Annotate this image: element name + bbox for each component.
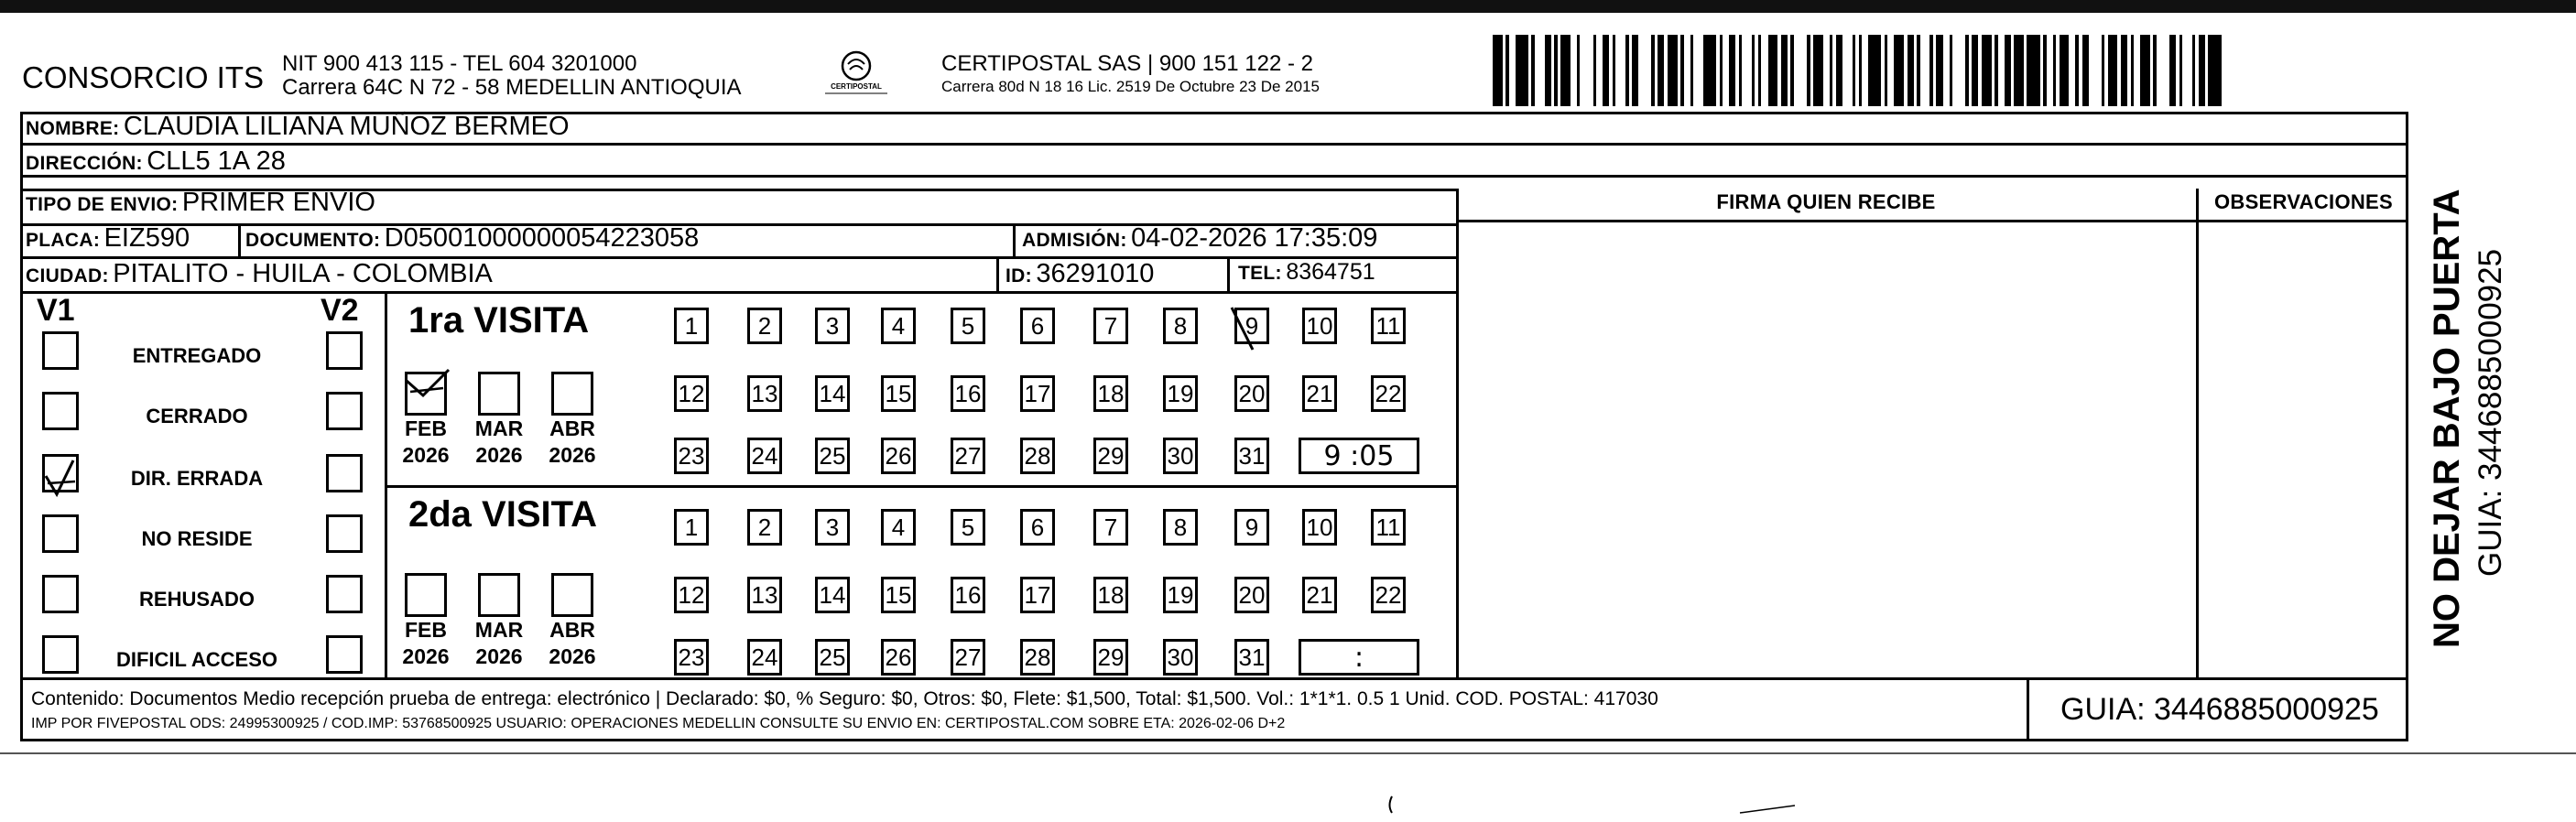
day-box[interactable]: 28 xyxy=(1020,639,1055,676)
day-box[interactable]: 24 xyxy=(747,639,782,676)
time-box[interactable]: 9 :05 xyxy=(1299,438,1419,474)
day-box[interactable]: 13 xyxy=(747,577,782,613)
month-label: MAR xyxy=(474,618,524,642)
day-box[interactable]: 19 xyxy=(1163,375,1198,412)
day-box[interactable]: 17 xyxy=(1020,577,1055,613)
day-box[interactable]: 15 xyxy=(881,577,916,613)
status-label: ENTREGADO xyxy=(132,344,262,367)
placa-label: PLACA: xyxy=(26,230,101,251)
day-box[interactable]: 2 xyxy=(747,308,782,344)
side-guia: GUIA: 3446885000925 xyxy=(2473,248,2508,577)
tel-label: TEL: xyxy=(1238,263,1282,284)
day-box[interactable]: 28 xyxy=(1020,438,1055,474)
day-box[interactable]: 9 xyxy=(1234,509,1269,546)
strike-day-nine xyxy=(1232,308,1253,350)
company-name: CONSORCIO ITS xyxy=(22,60,265,94)
day-box[interactable]: 7 xyxy=(1093,509,1128,546)
day-box[interactable]: 20 xyxy=(1234,375,1269,412)
time-box[interactable]: : xyxy=(1299,639,1419,676)
day-box[interactable]: 10 xyxy=(1302,308,1337,344)
address-line: Carrera 64C N 72 - 58 MEDELLIN ANTIOQUIA xyxy=(282,75,742,100)
month-label: MAR xyxy=(474,416,524,440)
day-box[interactable]: 27 xyxy=(951,438,985,474)
tipo-value: PRIMER ENVIO xyxy=(181,188,375,217)
admision-value: 04-02-2026 17:35:09 xyxy=(1131,223,1378,253)
day-box[interactable]: 12 xyxy=(674,375,709,412)
v1-header: V1 xyxy=(37,293,75,328)
day-box[interactable]: 5 xyxy=(951,509,985,546)
id-label: ID: xyxy=(1005,265,1032,287)
day-box[interactable]: 19 xyxy=(1163,577,1198,613)
day-box[interactable]: 16 xyxy=(951,375,985,412)
status-label: DIFICIL ACCESO xyxy=(115,648,277,671)
day-box[interactable]: 22 xyxy=(1371,577,1406,613)
day-box[interactable]: 11 xyxy=(1371,308,1406,344)
first-visit-title: 1ra VISITA xyxy=(408,300,590,341)
firma-header: FIRMA QUIEN RECIBE xyxy=(1716,190,1936,213)
month-label: ABR xyxy=(549,618,595,642)
no-dejar-notice: NO DEJAR BAJO PUERTA xyxy=(2427,189,2467,648)
bottom-rule xyxy=(0,752,2576,754)
admision-label: ADMISIÓN: xyxy=(1022,230,1127,251)
day-box[interactable]: 30 xyxy=(1163,438,1198,474)
certipostal-sub: Carrera 80d N 18 16 Lic. 2519 De Octubre 23 De 2015 xyxy=(941,78,1320,95)
day-box[interactable]: 4 xyxy=(881,308,916,344)
direccion-label: DIRECCIÓN: xyxy=(26,153,143,174)
id-value: 36291010 xyxy=(1036,259,1155,288)
day-box[interactable]: 12 xyxy=(674,577,709,613)
day-box[interactable]: 25 xyxy=(815,438,850,474)
year-label: 2026 xyxy=(549,644,596,668)
year-label: 2026 xyxy=(402,443,450,467)
month-label: FEB xyxy=(405,416,447,440)
footer-guia: GUIA: 3446885000925 xyxy=(2060,692,2379,727)
month-label: ABR xyxy=(549,416,595,440)
v2-header: V2 xyxy=(321,293,359,328)
status-label: CERRADO xyxy=(146,405,248,427)
second-visit-title: 2da VISITA xyxy=(408,494,597,535)
status-label: DIR. ERRADA xyxy=(130,467,264,490)
day-box[interactable]: 30 xyxy=(1163,639,1198,676)
day-box[interactable]: 23 xyxy=(674,639,709,676)
day-box[interactable]: 3 xyxy=(815,509,850,546)
stray-mark xyxy=(1740,806,1795,813)
day-box[interactable]: 13 xyxy=(747,375,782,412)
nombre-value: CLAUDIA LILIANA MUÑOZ BERMEO xyxy=(123,112,570,141)
day-box[interactable]: 18 xyxy=(1093,375,1128,412)
day-box[interactable]: 2 xyxy=(747,509,782,546)
footer-line-2: IMP POR FIVEPOSTAL ODS: 24995300925 / COD.IMP: 53768500925 USUARIO: OPERACIONES MEDELLIN CONSULTE SU ENVIO EN: CERTIPOSTAL.COM SOBRE ETA: 2026-02-06 D+2 xyxy=(31,716,1286,731)
day-box[interactable]: 6 xyxy=(1020,308,1055,344)
day-box[interactable]: 3 xyxy=(815,308,850,344)
day-box[interactable]: 7 xyxy=(1093,308,1128,344)
year-label: 2026 xyxy=(402,644,450,668)
tipo-label: TIPO DE ENVIO: xyxy=(26,194,179,215)
day-box[interactable]: 14 xyxy=(815,577,850,613)
direccion-value: CLL5 1A 28 xyxy=(147,146,286,176)
stray-mark xyxy=(1390,796,1393,813)
day-box[interactable]: 15 xyxy=(881,375,916,412)
day-box[interactable]: 5 xyxy=(951,308,985,344)
logo-text: CERTIPOSTAL xyxy=(831,82,882,91)
day-box[interactable]: 1 xyxy=(674,509,709,546)
tel-value: 8364751 xyxy=(1286,259,1375,285)
day-box[interactable]: 6 xyxy=(1020,509,1055,546)
year-label: 2026 xyxy=(549,443,596,467)
day-box[interactable]: 20 xyxy=(1234,577,1269,613)
day-box[interactable]: 26 xyxy=(881,438,916,474)
footer-line-1: Contenido: Documentos Medio recepción prueba de entrega: electrónico | Declarado: $0, % Seguro: $0, Otros: $0, Flete: $1,500, Total: $1,500. Vol.: 1*1*1. 0.5 1 Unid. COD. POSTAL: 417030 xyxy=(31,688,1658,709)
day-box[interactable]: 29 xyxy=(1093,438,1128,474)
day-box[interactable]: 21 xyxy=(1302,375,1337,412)
day-box[interactable]: 11 xyxy=(1371,509,1406,546)
day-box[interactable]: 27 xyxy=(951,639,985,676)
day-box[interactable]: 4 xyxy=(881,509,916,546)
placa-value: EIZ590 xyxy=(103,223,190,253)
status-label: NO RESIDE xyxy=(141,527,253,550)
ciudad-value: PITALITO - HUILA - COLOMBIA xyxy=(113,259,493,288)
day-box[interactable]: 29 xyxy=(1093,639,1128,676)
year-label: 2026 xyxy=(475,644,523,668)
day-box[interactable]: 31 xyxy=(1234,438,1269,474)
year-label: 2026 xyxy=(475,443,523,467)
month-label: FEB xyxy=(405,618,447,642)
day-box[interactable]: 24 xyxy=(747,438,782,474)
documento-value: D05001000000054223058 xyxy=(384,223,700,253)
nit-line: NIT 900 413 115 - TEL 604 3201000 xyxy=(282,51,637,76)
day-box[interactable]: 10 xyxy=(1302,509,1337,546)
day-box[interactable]: 22 xyxy=(1371,375,1406,412)
certipostal-line: CERTIPOSTAL SAS | 900 151 122 - 2 xyxy=(941,51,1313,76)
check-mark-dir-errada xyxy=(46,460,73,494)
status-label: REHUSADO xyxy=(139,588,255,611)
day-box[interactable]: 31 xyxy=(1234,639,1269,676)
check-mark-stroke xyxy=(48,481,75,483)
day-box[interactable]: 16 xyxy=(951,577,985,613)
documento-label: DOCUMENTO: xyxy=(245,230,381,251)
nombre-label: NOMBRE: xyxy=(26,118,120,139)
day-box[interactable]: 25 xyxy=(815,639,850,676)
observaciones-header: OBSERVACIONES xyxy=(2213,190,2393,213)
day-box[interactable]: 8 xyxy=(1163,509,1198,546)
day-box[interactable]: 23 xyxy=(674,438,709,474)
day-box[interactable]: 17 xyxy=(1020,375,1055,412)
day-box[interactable]: 21 xyxy=(1302,577,1337,613)
day-box[interactable]: 26 xyxy=(881,639,916,676)
ciudad-label: CIUDAD: xyxy=(26,265,109,287)
day-box[interactable]: 1 xyxy=(674,308,709,344)
day-box[interactable]: 14 xyxy=(815,375,850,412)
day-box[interactable]: 9 xyxy=(1234,308,1269,344)
day-box[interactable]: 8 xyxy=(1163,308,1198,344)
day-box[interactable]: 18 xyxy=(1093,577,1128,613)
